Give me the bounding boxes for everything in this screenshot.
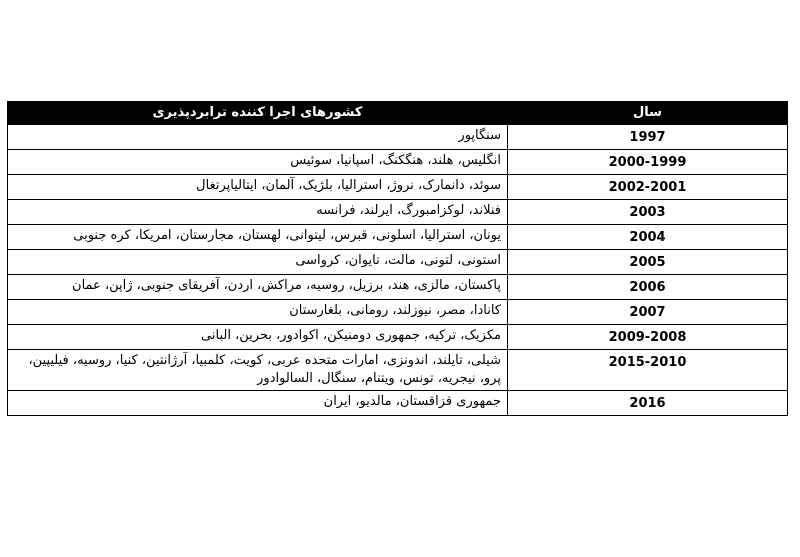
row-countries-cell: یونان، استرالیا، اسلونی، قبرس، لیتوانی، لهستان، مجارستان، امریکا، کره جنوبی [8, 225, 508, 250]
row-countries-cell: سنگاپور [8, 125, 508, 150]
table-row [8, 200, 788, 225]
row-countries-cell: انگلیس، هلند، هنگکنگ، اسپانیا، سوئیس [8, 150, 508, 175]
row-year-cell: 2009-2008 [508, 325, 788, 350]
table-row [8, 150, 788, 175]
portability-table-container [7, 101, 787, 416]
row-year-cell: 2003 [508, 200, 788, 225]
row-countries-cell: جمهوری قزاقستان، مالدیو، ایران [8, 391, 508, 416]
table-row [8, 350, 788, 391]
row-year-cell: 2016 [508, 391, 788, 416]
row-countries-cell: فنلاند، لوکزامبورگ، ایرلند، فرانسه [8, 200, 508, 225]
row-year-cell: 2002-2001 [508, 175, 788, 200]
row-year-cell: 2000-1999 [508, 150, 788, 175]
row-countries-cell: کانادا، مصر، نیوزلند، رومانی، بلغارستان [8, 300, 508, 325]
row-year-cell: 2005 [508, 250, 788, 275]
table-row [8, 125, 788, 150]
table-header-row [8, 102, 788, 125]
table-row [8, 275, 788, 300]
portability-countries-table [7, 101, 788, 416]
table-row [8, 225, 788, 250]
row-year-cell: 2015-2010 [508, 350, 788, 391]
row-year-cell: 1997 [508, 125, 788, 150]
row-countries-cell: استونی، لتونی، مالت، تایوان، کرواسی [8, 250, 508, 275]
row-countries-cell: شیلی، تایلند، اندونزی، امارات متحده عربی، کویت، کلمبیا، آرژانتین، کنیا، روسیه، فیلیپین، پرو، نیجریه، تونس، ویتنام، سنگال، السالوادور [8, 350, 508, 391]
table-row [8, 391, 788, 416]
header-year: سال [508, 102, 788, 125]
row-countries-cell: مکزیک، ترکیه، جمهوری دومنیکن، اکوادور، بحرین، البانی [8, 325, 508, 350]
row-year-cell: 2004 [508, 225, 788, 250]
row-year-cell: 2007 [508, 300, 788, 325]
table-row [8, 175, 788, 200]
table-row [8, 250, 788, 275]
row-year-cell: 2006 [508, 275, 788, 300]
table-row [8, 300, 788, 325]
table-row [8, 325, 788, 350]
row-countries-cell: پاکستان، مالزی، هند، برزیل، روسیه، مراکش، اردن، آفریقای جنوبی، ژاپن، عمان [8, 275, 508, 300]
header-countries: کشورهای اجرا کننده ترابردپذیری [8, 102, 508, 125]
row-countries-cell: سوئد، دانمارک، نروژ، استرالیا، بلژیک، آلمان، ایتالیاپرتغال [8, 175, 508, 200]
